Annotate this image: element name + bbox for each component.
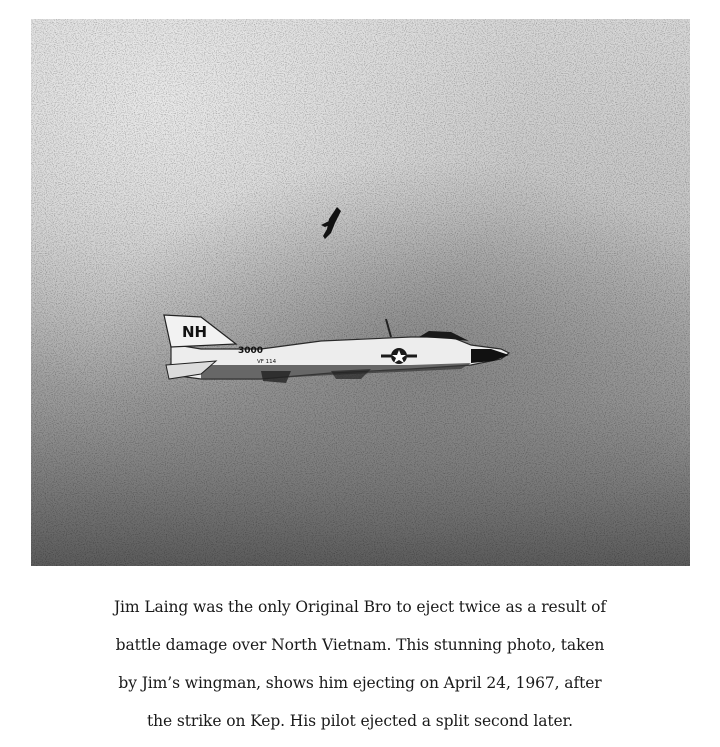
caption-line-4: the strike on Kep. His pilot ejected a split second later. bbox=[147, 712, 573, 730]
photo-canvas bbox=[31, 19, 690, 566]
caption-line-1: Jim Laing was the only Original Bro to eject twice as a result of bbox=[113, 598, 607, 616]
squadron-marking: VF 114 bbox=[257, 359, 277, 365]
caption-line-2: battle damage over North Vietnam. This stunning photo, taken bbox=[115, 636, 605, 654]
film-grain bbox=[31, 19, 690, 566]
caption-line-3: by Jim’s wingman, shows him ejecting on April 24, 1967, after bbox=[118, 674, 602, 692]
tail-code: NH bbox=[182, 323, 208, 341]
aircraft-number: 3000 bbox=[238, 346, 264, 356]
photo-caption bbox=[60, 588, 660, 740]
ejection-photo bbox=[31, 19, 690, 566]
